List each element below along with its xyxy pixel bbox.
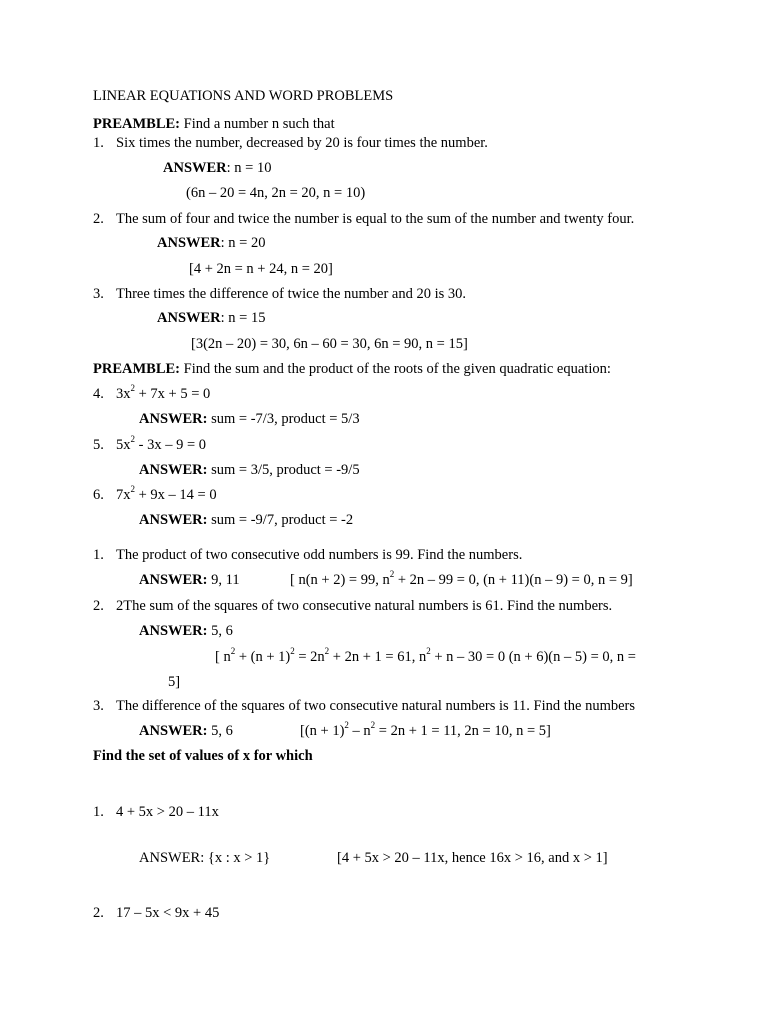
question-number: 6.	[93, 487, 104, 503]
inequality: 4 + 5x > 20 – 11x	[116, 804, 219, 820]
answer-label: ANSWER:	[139, 572, 208, 588]
question-number: 4.	[93, 386, 104, 402]
answer-line	[163, 159, 272, 177]
answer-value: sum = 3/5, product = -9/5	[207, 462, 360, 478]
answer-working-continued: 5]	[168, 674, 181, 690]
answer-line	[139, 511, 353, 529]
equation: $5x^2 - 3x - 9 = 0$	[116, 434, 207, 453]
preamble-label: PREAMBLE:	[93, 361, 180, 377]
question-number: 2.	[93, 211, 104, 227]
question-text: The difference of the squares of two consecutive natural numbers is 11. Find the numbers	[116, 698, 636, 714]
answer-working: [ n(n + 2) = 99, $n^2 + 2n - 99 = 0$, (n + 11)(n – 9) = 0, n = 9]	[290, 569, 633, 588]
page-title: LINEAR EQUATIONS AND WORD PROBLEMS	[93, 88, 394, 104]
question-number: 1.	[93, 547, 104, 563]
equation: $3x^2 + 7x + 5 = 0$	[116, 383, 211, 402]
question-text: Six times the number, decreased by 20 is four times the number.	[116, 135, 488, 151]
answer-value: 9, 11	[207, 572, 240, 588]
answer-label: ANSWER:	[139, 723, 208, 739]
question-number: 1.	[93, 135, 104, 151]
answer-line	[157, 234, 266, 252]
answer-line	[139, 410, 360, 428]
answer-line	[139, 622, 233, 640]
equation: $7x^2 + 9x - 14 = 0$	[116, 484, 217, 503]
answer-label: ANSWER:	[139, 512, 208, 528]
answer-line	[139, 571, 240, 589]
question-text: Three times the difference of twice the number and 20 is 30.	[116, 286, 467, 302]
section-heading: Find the set of values of x for which	[93, 748, 313, 764]
answer-value: sum = -7/3, product = 5/3	[207, 411, 360, 427]
answer-value: : n = 20	[220, 235, 266, 251]
answer-label: ANSWER	[157, 235, 221, 251]
answer-label: ANSWER:	[139, 623, 208, 639]
preamble-text: Find a number n such that	[180, 116, 335, 132]
answer-label: ANSWER:	[139, 411, 208, 427]
inequality: 17 – 5x < 9x + 45	[116, 905, 220, 921]
answer-label: ANSWER	[163, 160, 227, 176]
answer-value: : n = 10	[226, 160, 272, 176]
question-text: The sum of four and twice the number is equal to the sum of the number and twenty four.	[116, 211, 635, 227]
answer-working: [4 + 5x > 20 – 11x, hence 16x > 16, and x > 1]	[337, 850, 608, 866]
answer-value: : n = 15	[220, 310, 266, 326]
preamble-1	[93, 115, 335, 133]
answer-working: [$(n + 1)^2 - n^2 = 2n + 1 = 11$, 2n = 10, n = 5]	[300, 720, 551, 739]
question-number: 2.	[93, 598, 104, 614]
answer-working: (6n – 20 = 4n, 2n = 20, n = 10)	[186, 185, 366, 201]
question-number: 3.	[93, 698, 104, 714]
answer-label: ANSWER	[157, 310, 221, 326]
answer-working: [4 + 2n = n + 24, n = 20]	[189, 261, 333, 277]
answer-line	[157, 309, 266, 327]
question-number: 3.	[93, 286, 104, 302]
answer-value: sum = -9/7, product = -2	[207, 512, 354, 528]
answer-working: [3(2n – 20) = 30, 6n – 60 = 30, 6n = 90, n = 15]	[191, 336, 468, 352]
answer-line	[139, 461, 360, 479]
question-text: The product of two consecutive odd numbers is 99. Find the numbers.	[116, 547, 523, 563]
preamble-text: Find the sum and the product of the roots of the given quadratic equation:	[180, 361, 611, 377]
question-number: 1.	[93, 804, 104, 820]
preamble-2	[93, 360, 611, 378]
answer-line	[139, 722, 233, 740]
question-text: 2The sum of the squares of two consecutive natural numbers is 61. Find the numbers.	[116, 598, 613, 614]
question-number: 5.	[93, 437, 104, 453]
answer-value: 5, 6	[207, 723, 233, 739]
answer-line: ANSWER: {x : x > 1}	[139, 850, 271, 866]
preamble-label: PREAMBLE:	[93, 116, 180, 132]
answer-value: 5, 6	[207, 623, 233, 639]
answer-working: [ $n^2 + (n + 1)^2 = 2n^2 + 2n + 1 = 61$, $n^2 + n - 30 = 0$ (n + 6)(n – 5) = 0, n =	[215, 646, 636, 665]
answer-label: ANSWER:	[139, 462, 208, 478]
question-number: 2.	[93, 905, 104, 921]
